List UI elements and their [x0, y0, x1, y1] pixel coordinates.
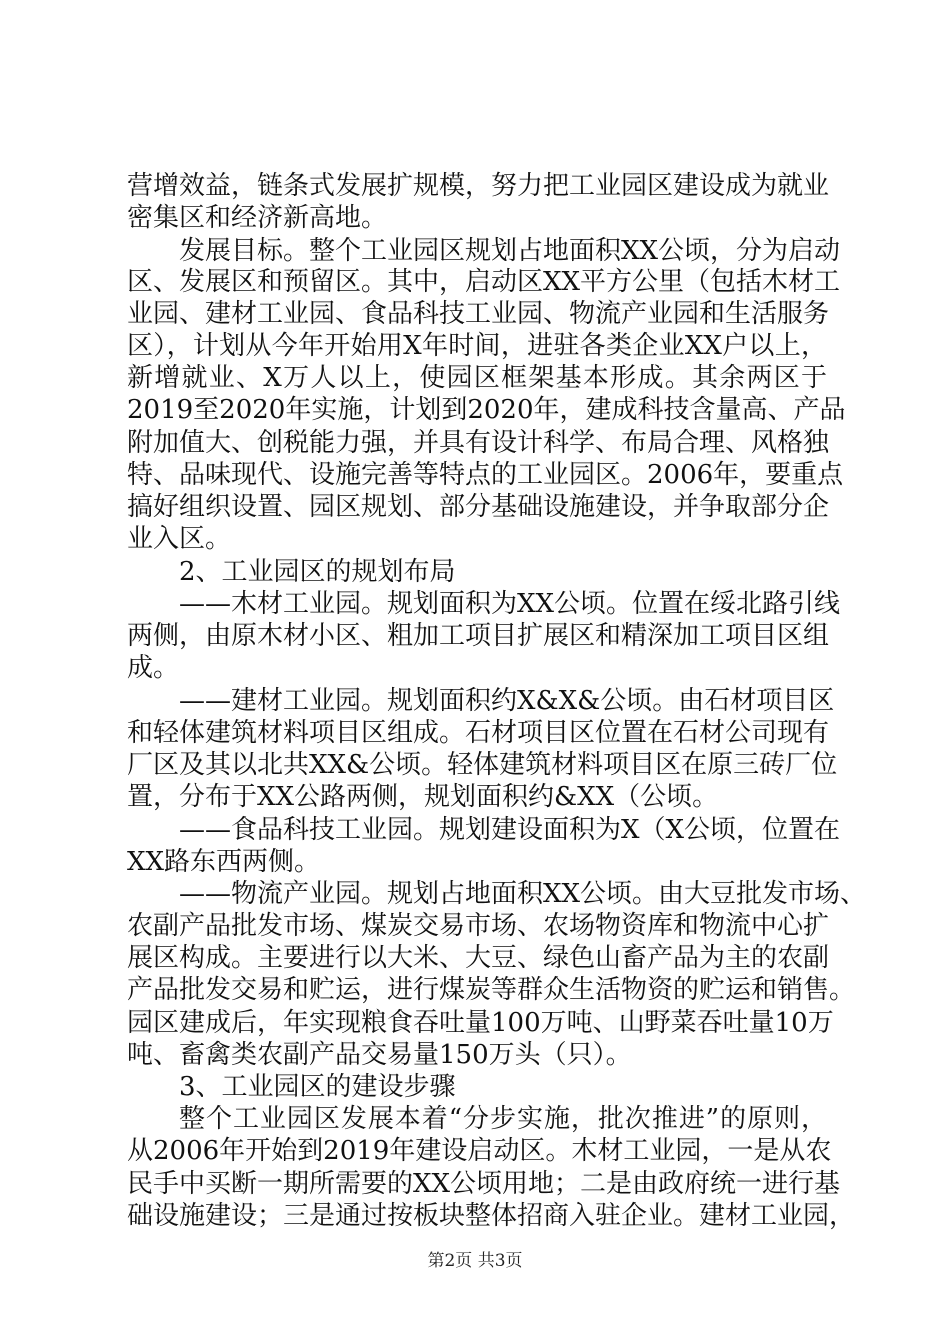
text-line: ——食品科技工业园。规划建设面积为X（X公顷，位置在	[179, 815, 841, 845]
text-line: XX路东西两侧。	[127, 847, 321, 877]
text-line: 成。	[127, 653, 180, 683]
text-line: 业园、建材工业园、食品科技工业园、物流产业园和生活服务	[127, 299, 830, 329]
text-line: 农副产品批发市场、煤炭交易市场、农场物资库和物流中心扩	[127, 911, 830, 941]
text-line: 整个工业园区发展本着“分步实施，批次推进”的原则，	[179, 1104, 827, 1134]
text-line: ——建材工业园。规划面积约X&X&公顷。由石材项目区	[179, 686, 835, 716]
text-line: 新增就业、X万人以上，使园区框架基本形成。其余两区于	[127, 363, 827, 393]
text-line: 密集区和经济新高地。	[127, 203, 388, 233]
text-line: 营增效益，链条式发展扩规模，努力把工业园区建设成为就业	[127, 171, 830, 201]
text-line: 展区构成。主要进行以大米、大豆、绿色山畜产品为主的农副	[127, 943, 830, 973]
text-line: 区、发展区和预留区。其中，启动区XX平方公里（包括木材工	[127, 267, 841, 297]
text-line: 厂区及其以北共XX&公顷。轻体建筑材料项目区在原三砖厂位	[127, 750, 838, 780]
text-line: 2019至2020年实施，计划到2020年，建成科技含量高、产品	[127, 395, 846, 425]
text-line: 础设施建设；三是通过按板块整体招商入驻企业。建材工业园，	[127, 1201, 856, 1231]
text-line: 发展目标。整个工业园区规划占地面积XX公顷，分为启动	[179, 236, 841, 266]
page-footer: 第2页 共3页	[427, 1251, 523, 1271]
text-line: 区），计划从今年开始用X年时间，进驻各类企业XX户以上，	[127, 331, 827, 361]
text-line: 民手中买断一期所需要的XX公顷用地；二是由政府统一进行基	[127, 1169, 841, 1199]
text-line: 3、工业园区的建设步骤	[179, 1072, 456, 1102]
text-line: 2、工业园区的规划布局	[179, 557, 456, 587]
text-line: 搞好组织设置、园区规划、部分基础设施建设，并争取部分企	[127, 492, 830, 522]
text-line: 特、品味现代、设施完善等特点的工业园区。2006年，要重点	[127, 460, 844, 490]
text-line: 置，分布于XX公路两侧，规划面积约&XX（公顷。	[127, 782, 719, 812]
text-line: 产品批发交易和贮运，进行煤炭等群众生活物资的贮运和销售。	[127, 975, 856, 1005]
text-line: 两侧，由原木材小区、粗加工项目扩展区和精深加工项目区组	[127, 621, 830, 651]
text-line: 从2006年开始到2019年建设启动区。木材工业园，一是从农	[127, 1136, 832, 1166]
text-line: ——物流产业园。规划占地面积XX公顷。由大豆批发市场、	[179, 879, 867, 909]
text-line: ——木材工业园。规划面积为XX公顷。位置在绥北路引线	[179, 589, 841, 619]
text-line: 吨、畜禽类农副产品交易量150万头（只）。	[127, 1040, 632, 1070]
text-line: 园区建成后，年实现粮食吞吐量100万吨、山野菜吞吐量10万	[127, 1008, 834, 1038]
text-line: 附加值大、创税能力强，并具有设计科学、布局合理、风格独	[127, 428, 830, 458]
text-line: 和轻体建筑材料项目区组成。石材项目区位置在石材公司现有	[127, 718, 830, 748]
text-line: 业入区。	[127, 524, 232, 554]
